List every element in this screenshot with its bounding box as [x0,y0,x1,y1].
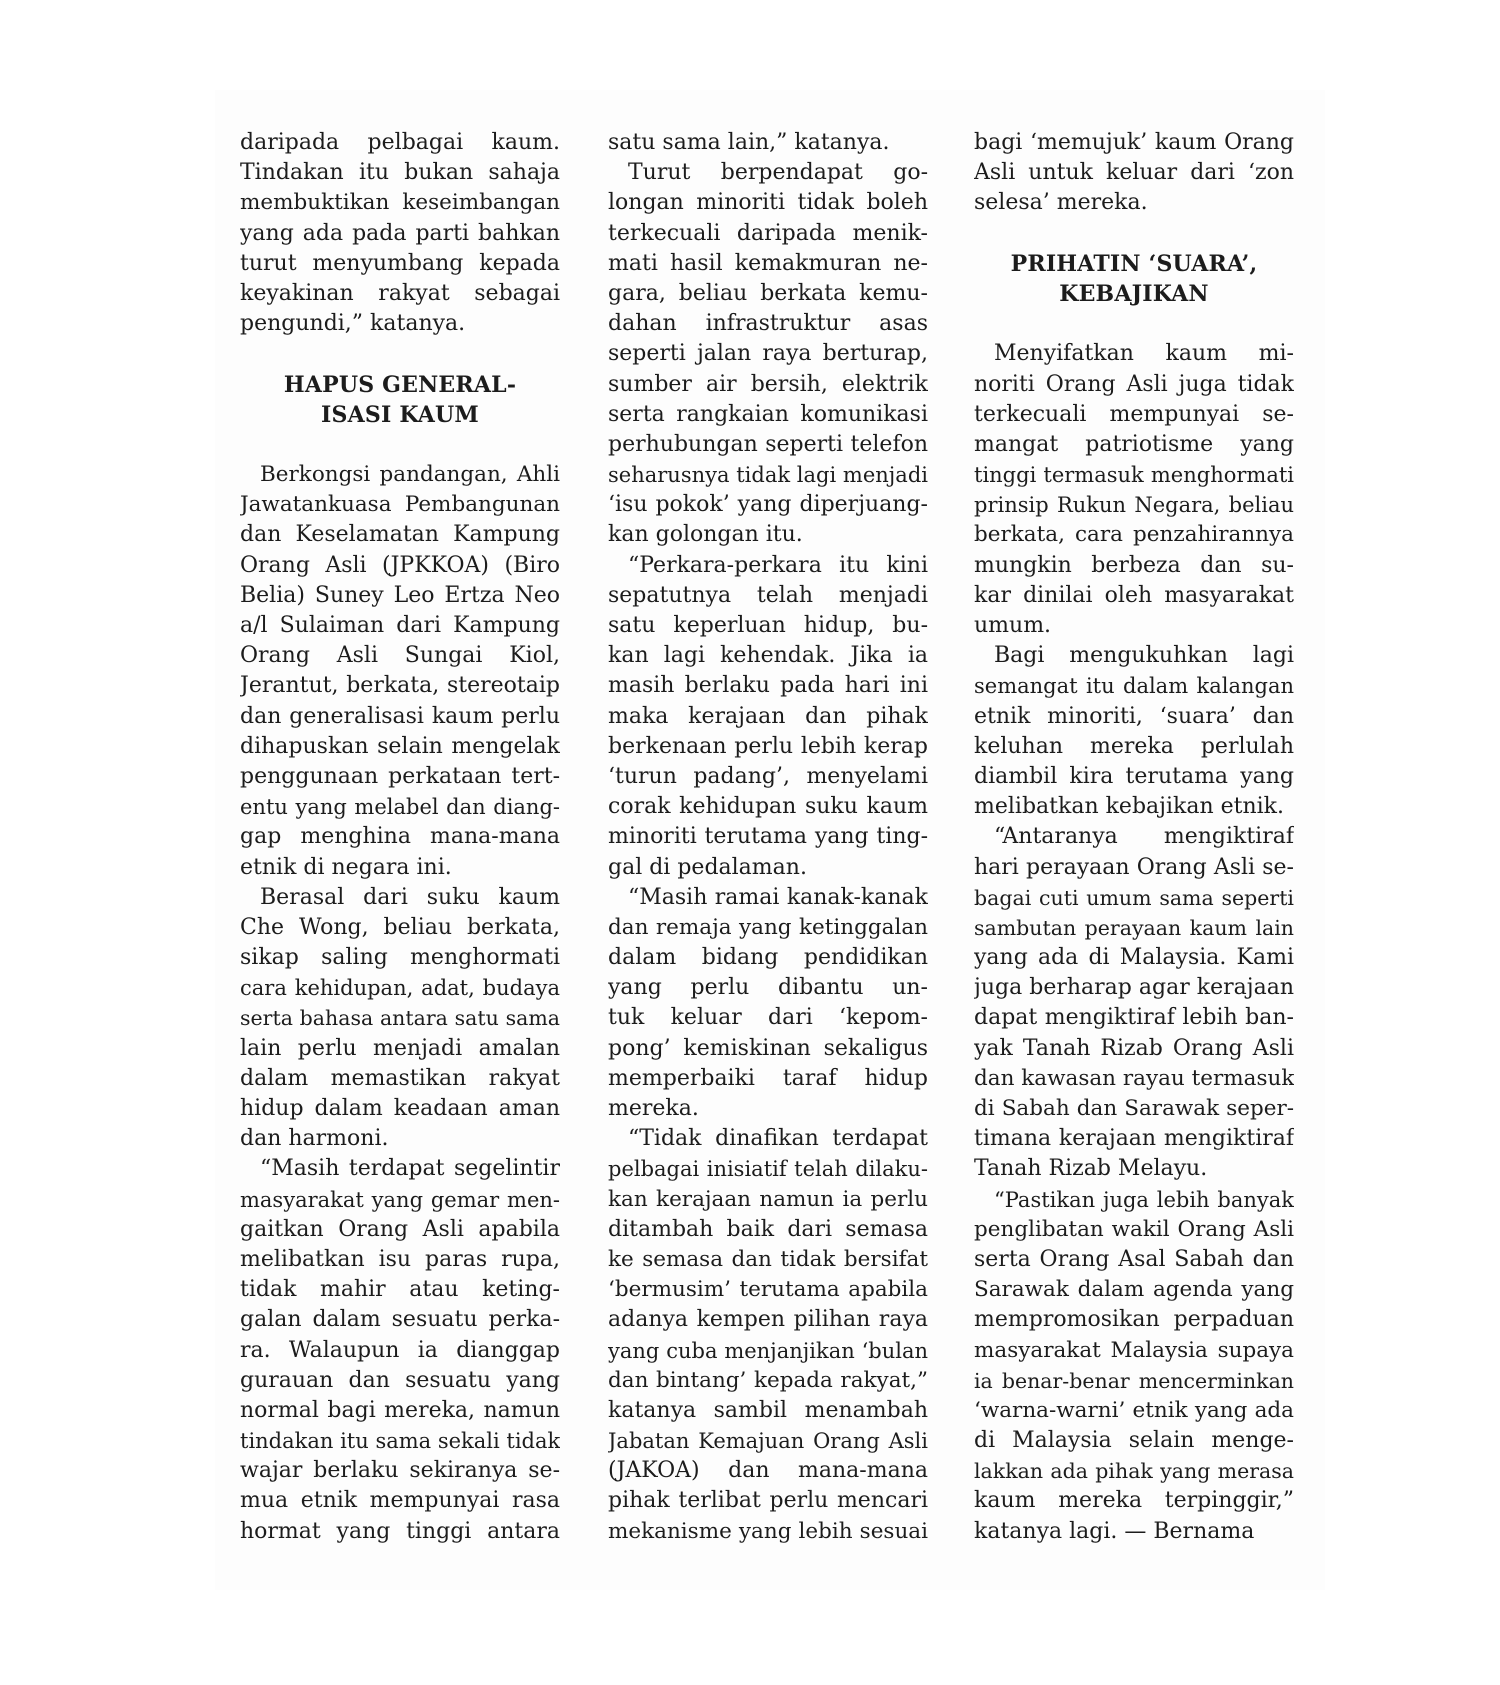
text-line: katanya sambil menambah [608,1397,928,1423]
text-line: dalam bidang pendidikan [608,945,928,971]
text-line: selesa’ mereka. [974,190,1148,216]
text-line: Orang Asli (JPKKOA) (Biro [240,552,560,578]
text-line: galan dalam sesuatu perka- [240,1307,560,1333]
text-line: hari perayaan Orang Asli se- [974,854,1294,880]
text-line: yak Tanah Rizab Orang Asli [974,1035,1294,1061]
text-line: satu sama lain,” katanya. [608,130,890,155]
text-line: berkenaan perlu lebih kerap [608,733,928,759]
text-line: ‘turun padang’, menyelami [608,763,928,789]
text-line: noriti Orang Asli juga tidak [974,371,1294,397]
text-line: semangat itu dalam kalangan [974,674,1294,699]
text-line: katanya lagi. — Bernama [974,1518,1255,1544]
text-line: Menyifatkan kaum mi- [994,341,1294,367]
paragraph [608,1124,928,1547]
text-line: mungkin berbeza dan su- [974,552,1294,578]
text-line: ke semasa dan tidak bersifat [608,1246,928,1272]
text-line: tidak mahir atau keting- [240,1277,560,1303]
text-line: Tanah Rizab Melayu. [974,1156,1208,1182]
text-line: membuktikan keseimbangan [240,190,560,216]
text-line: berkata, cara penzahirannya [974,522,1294,548]
text-line: terkecuali mempunyai se- [974,401,1294,427]
text-line: sumber air bersih, elektrik [608,371,928,397]
text-line: “Tidak dinafikan terdapat [628,1126,928,1152]
text-line: melibatkan isu paras rupa, [240,1246,560,1272]
text-line: maka kerajaan dan pihak [608,703,928,729]
text-line: mati hasil kemakmuran ne- [608,250,928,276]
text-line: “Perkara-perkara itu kini [628,552,928,578]
text-line: pengundi,” katanya. [240,311,466,337]
text-line: etnik minoriti, ‘suara’ dan [974,703,1294,729]
text-line: yang ada di Malaysia. Kami [974,945,1294,971]
text-line: normal bagi mereka, namun [240,1397,560,1423]
text-line: di Sabah dan Sarawak seper- [974,1096,1294,1121]
text-line: ‘warna-warni’ etnik yang ada [974,1397,1294,1423]
paragraph [974,128,1294,219]
text-line: sikap saling menghormati [240,945,560,971]
text-line: “Masih ramai kanak-kanak [628,884,928,910]
text-line: kar dinilai oleh masyarakat [974,582,1294,608]
text-line: Jerantut, berkata, stereotaip [240,673,560,699]
text-line: ‘isu pokok’ yang diperjuang- [608,492,928,518]
text-line: kaum mereka terpinggir,” [974,1488,1294,1514]
text-line: cara kehidupan, adat, budaya [240,976,560,1001]
text-line: daripada pelbagai kaum. [240,130,560,155]
text-line: dan generalisasi kaum perlu [240,703,560,729]
text-line: sambutan perayaan kaum lain [974,915,1294,940]
text-line: Turut berpendapat go- [628,160,928,186]
article-column-1 [240,128,560,1547]
paragraph [608,551,928,883]
text-line: dalam memastikan rakyat [240,1065,560,1091]
text-line: Jawatankuasa Pembangunan [240,492,560,518]
text-line: “Antaranya mengiktiraf [994,824,1294,850]
text-line: “Pastikan juga lebih banyak [994,1187,1294,1212]
text-line: gal di pedalaman. [608,854,807,880]
paragraph [608,128,928,158]
text-line: yang cuba menjanjikan ‘bulan [608,1338,928,1363]
text-line: sepatutnya telah menjadi [608,582,928,608]
text-line: pong’ kemiskinan sekaligus [608,1035,928,1061]
section-heading [240,370,560,430]
article-column-2 [608,128,928,1547]
heading-line: KEBAJIKAN [1059,280,1209,307]
text-line: dan harmoni. [240,1126,389,1152]
text-line: di Malaysia selain menge- [974,1428,1294,1454]
text-line: dan remaja yang ketinggalan [608,914,928,940]
paragraph [608,158,928,550]
text-line: penglibatan wakil Orang Asli [974,1216,1294,1242]
text-line: kan lagi kehendak. Jika ia [608,643,928,669]
text-line: yang perlu dibantu un- [608,975,928,1001]
text-line: bagai cuti umum sama seperti [974,885,1294,910]
text-line: ra. Walaupun ia dianggap [240,1337,560,1363]
text-line: keyakinan rakyat sebagai [240,280,560,306]
text-line: dan bintang’ kepada rakyat,” [608,1367,928,1393]
section-heading [974,249,1294,309]
text-line: mempromosikan perpaduan [974,1307,1294,1333]
paragraph [974,339,1294,641]
text-line: yang ada pada parti bahkan [240,220,560,246]
text-line: Bagi mengukuhkan lagi [994,643,1294,669]
text-line: penggunaan perkataan tert- [240,763,560,789]
text-line: timana kerajaan mengiktiraf [974,1126,1294,1152]
text-line: juga berharap agar kerajaan [974,975,1294,1001]
heading-line: PRIHATIN ‘SUARA’, [1010,250,1258,277]
text-line: prinsip Rukun Negara, beliau [974,493,1294,518]
text-line: Orang Asli Sungai Kiol, [240,643,560,669]
article-column-3 [974,128,1294,1547]
text-line: pelbagai inisiatif telah dilaku- [608,1157,928,1182]
paragraph [240,128,560,339]
text-line: masyarakat yang gemar men- [240,1187,560,1212]
text-line: serta rangkaian komunikasi [608,401,928,427]
text-line: mereka. [608,1096,699,1121]
text-line: seharusnya tidak lagi menjadi [608,463,928,488]
text-line: bagi ‘memujuk’ kaum Orang [974,130,1294,155]
text-line: gara, beliau berkata kemu- [608,280,928,306]
text-line: pihak terlibat perlu mencari [608,1488,928,1514]
text-line: dan Keselamatan Kampung [240,522,560,548]
paragraph [608,883,928,1125]
text-line: wajar berlaku sekiranya se- [240,1458,560,1484]
text-line: tuk keluar dari ‘kepom- [608,1005,928,1031]
text-line: ditambah baik dari semasa [608,1216,928,1242]
text-line: gaitkan Orang Asli apabila [240,1216,560,1242]
text-line: dahan infrastruktur asas [608,311,928,337]
text-line: Jabatan Kemajuan Orang Asli [608,1429,928,1454]
text-line: dihapuskan selain mengelak [240,733,560,759]
text-line: diambil kira terutama yang [974,763,1294,789]
text-line: etnik di negara ini. [240,854,452,880]
text-line: umum. [974,613,1052,638]
text-line: Sarawak dalam agenda yang [974,1277,1294,1303]
text-line: mekanisme yang lebih sesuai [608,1518,928,1544]
text-line: kan kerajaan namun ia perlu [608,1186,928,1212]
text-line: Che Wong, beliau berkata, [240,914,560,940]
text-line: Tindakan itu bukan sahaja [240,160,560,186]
text-line: mua etnik mempunyai rasa [240,1488,560,1514]
text-line: hidup dalam keadaan aman [240,1096,560,1121]
text-line: mangat patriotisme yang [974,431,1294,457]
text-line: gurauan dan sesuatu yang [240,1367,560,1393]
heading-line: ISASI KAUM [321,401,479,428]
text-line: a/l Sulaiman dari Kampung [240,613,560,638]
text-line: tindakan itu sama sekali tidak [240,1429,560,1454]
text-line: dan kawasan rayau termasuk [974,1065,1294,1091]
heading-line: HAPUS GENERAL- [283,371,517,398]
text-line: hormat yang tinggi antara [240,1518,560,1544]
text-line: terkecuali daripada menik- [608,220,928,246]
text-line: entu yang melabel dan diang- [240,795,560,820]
text-line: masih berlaku pada hari ini [608,673,928,699]
text-line: (JAKOA) dan mana-mana [608,1458,928,1484]
text-line: adanya kempen pilihan raya [608,1307,928,1333]
text-line: longan minoriti tidak boleh [608,190,928,216]
text-line: serta Orang Asal Sabah dan [974,1246,1294,1272]
paragraph [974,822,1294,1184]
text-line: satu keperluan hidup, bu- [608,613,928,638]
text-line: dapat mengiktiraf lebih ban- [974,1005,1294,1031]
text-line: melibatkan kebajikan etnik. [974,794,1285,820]
text-line: kan golongan itu. [608,522,803,548]
text-line: Berkongsi pandangan, Ahli [260,462,560,488]
text-line: keluhan mereka perlulah [974,733,1294,759]
text-line: turut menyumbang kepada [240,250,560,276]
paragraph [240,460,560,883]
text-line: lain perlu menjadi amalan [240,1035,560,1061]
text-line: tinggi termasuk menghormati [974,463,1294,488]
paragraph [240,883,560,1155]
text-line: ia benar-benar mencerminkan [974,1368,1294,1393]
paragraph [974,641,1294,822]
paragraph [240,1154,560,1546]
text-line: perhubungan seperti telefon [608,431,928,457]
text-line: masyarakat Malaysia supaya [974,1337,1294,1363]
text-line: corak kehidupan suku kaum [608,794,928,820]
text-line: Berasal dari suku kaum [260,884,560,910]
text-line: serta bahasa antara satu sama [240,1006,560,1031]
text-line: seperti jalan raya berturap, [608,341,928,367]
text-line: memperbaiki taraf hidup [608,1065,928,1091]
text-line: ‘bermusim’ terutama apabila [608,1277,928,1303]
paragraph [974,1185,1294,1547]
text-line: lakkan ada pihak yang merasa [974,1459,1294,1484]
text-line: Belia) Suney Leo Ertza Neo [240,582,560,608]
text-line: gap menghina mana-mana [240,824,560,850]
text-line: Asli untuk keluar dari ‘zon [974,160,1294,186]
text-line: “Masih terdapat segelintir [260,1156,560,1182]
text-line: minoriti terutama yang ting- [608,824,928,850]
